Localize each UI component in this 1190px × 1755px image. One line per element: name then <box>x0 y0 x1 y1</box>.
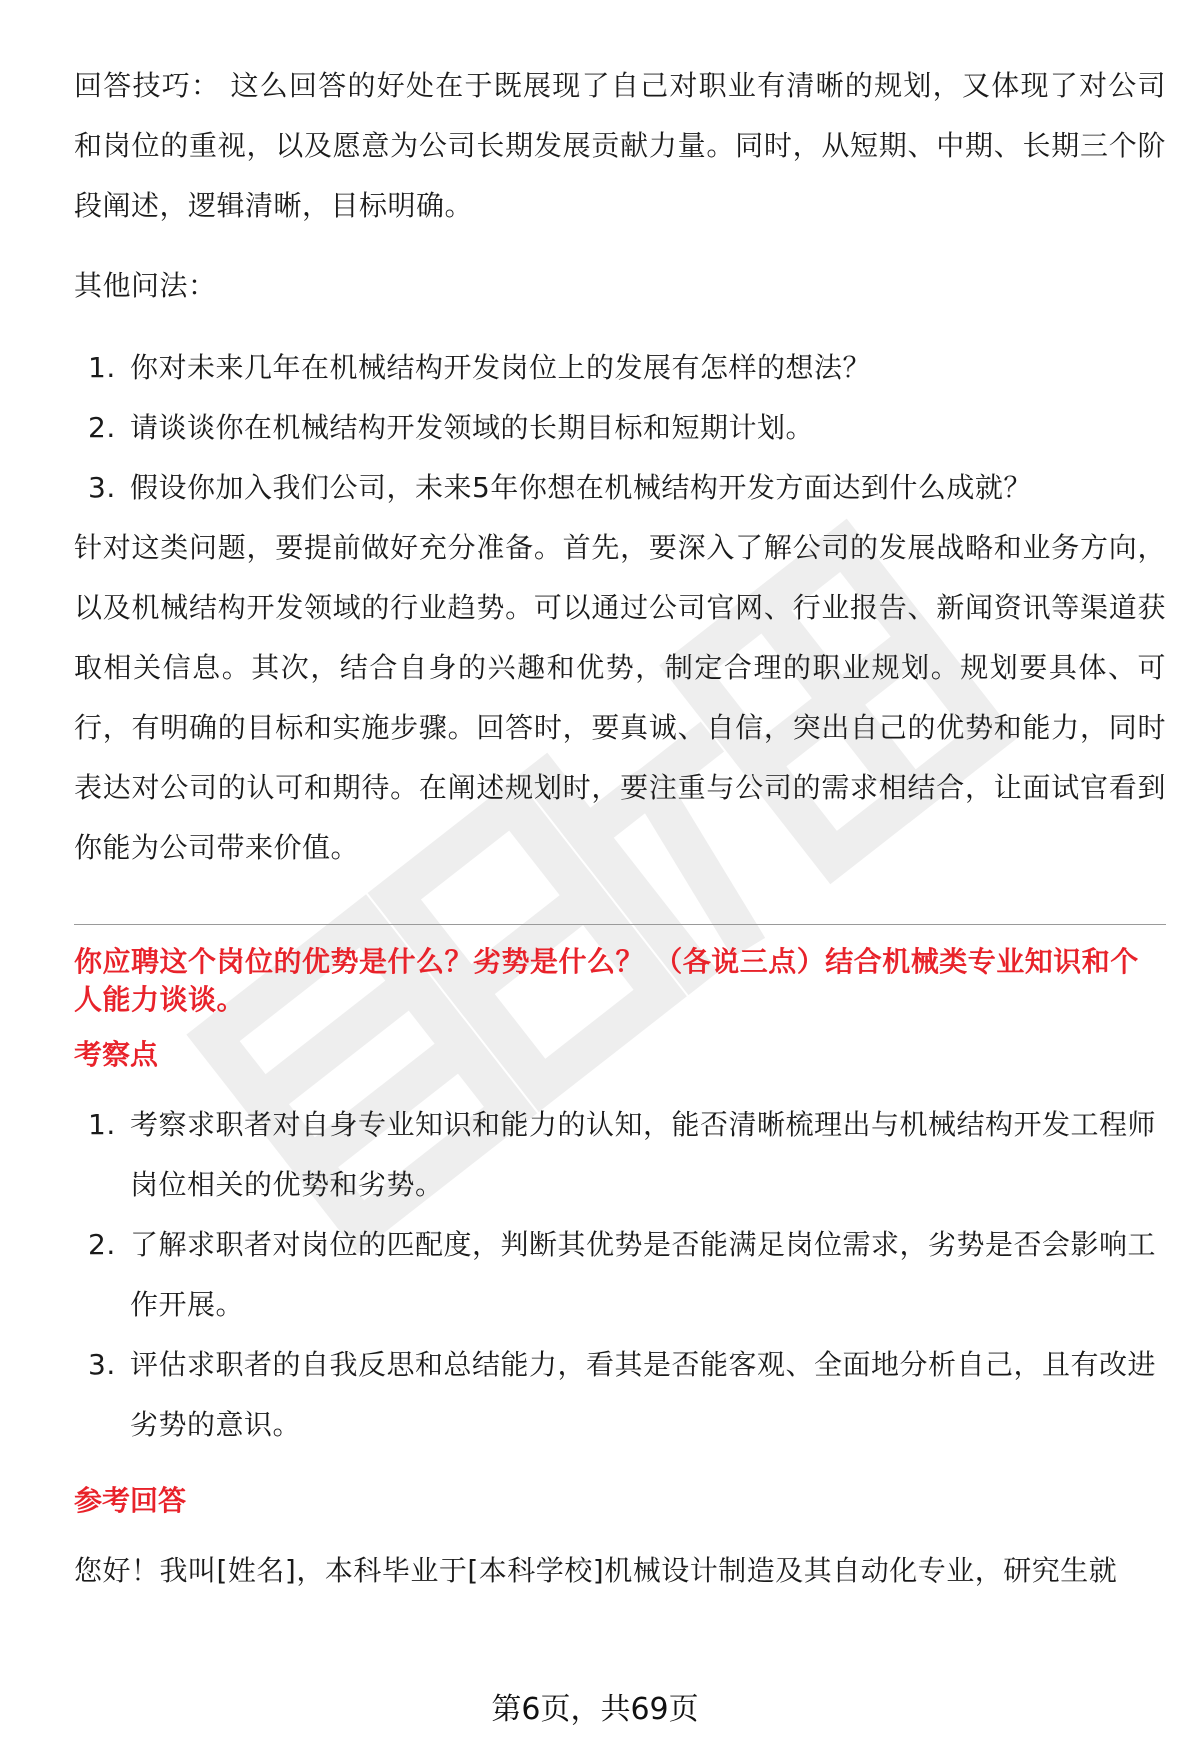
question-title: 你应聘这个岗位的优势是什么？劣势是什么？ （各说三点）结合机械类专业知识和个人能力谈谈。 <box>74 945 1139 1016</box>
focus-heading: 考察点 <box>74 1038 159 1071</box>
advice-paragraph: 针对这类问题，要提前做好充分准备。首先，要深入了解公司的发展战略和业务方向，以及机械结构开发领域的行业趋势。可以通过公司官网、行业报告、新闻资讯等渠道获取相关信息。其次，结合自身的兴趣和优势，制定合理的职业规划。规划要具体、可行，有明确的目标和实施步骤。回答时，要真诚、自信，突出自己的优势和能力，同时表达对公司的认可和期待。在阐述规划时，要注重与公司的需求相结合，让面试官看到你能为公司带来价值。 <box>74 531 1166 864</box>
list-item: 1. 你对未来几年在机械结构开发岗位上的发展有怎样的想法？ <box>88 351 872 384</box>
answer-heading: 参考回答 <box>74 1484 187 1517</box>
focus-points-list <box>74 1095 1166 1455</box>
answer-tip-paragraph: 回答技巧： 这么回答的好处在于既展现了自己对职业有清晰的规划，又体现了对公司和岗位的重视，以及愿意为公司长期发展贡献力量。同时，从短期、中期、长期三个阶段阐述，逻辑清晰，目标明确。 <box>74 69 1166 222</box>
other-questions-heading: 其他问法： <box>74 269 217 302</box>
list-item: 2. 请谈谈你在机械结构开发领域的长期目标和短期计划。 <box>88 411 815 444</box>
section-divider <box>74 924 1166 925</box>
list-item: 3. 评估求职者的自我反思和总结能力，看其是否能客观、全面地分析自己，且有改进劣势的意识。 <box>88 1348 1157 1441</box>
other-questions-list <box>74 338 1166 518</box>
page-content <box>74 56 1166 1601</box>
list-item: 2. 了解求职者对岗位的匹配度，判断其优势是否能满足岗位需求，劣势是否会影响工作开展。 <box>88 1228 1157 1321</box>
list-item: 3. 假设你加入我们公司，未来5年你想在机械结构开发方面达到什么成就？ <box>88 471 1032 504</box>
list-item: 1. 考察求职者对自身专业知识和能力的认知，能否清晰梳理出与机械结构开发工程师岗位相关的优势和劣势。 <box>88 1108 1157 1201</box>
page-number: 第6页，共69页 <box>491 1692 699 1727</box>
answer-paragraph: 您好！我叫[姓名]，本科毕业于[本科学校]机械设计制造及其自动化专业，研究生就 <box>74 1554 1118 1587</box>
